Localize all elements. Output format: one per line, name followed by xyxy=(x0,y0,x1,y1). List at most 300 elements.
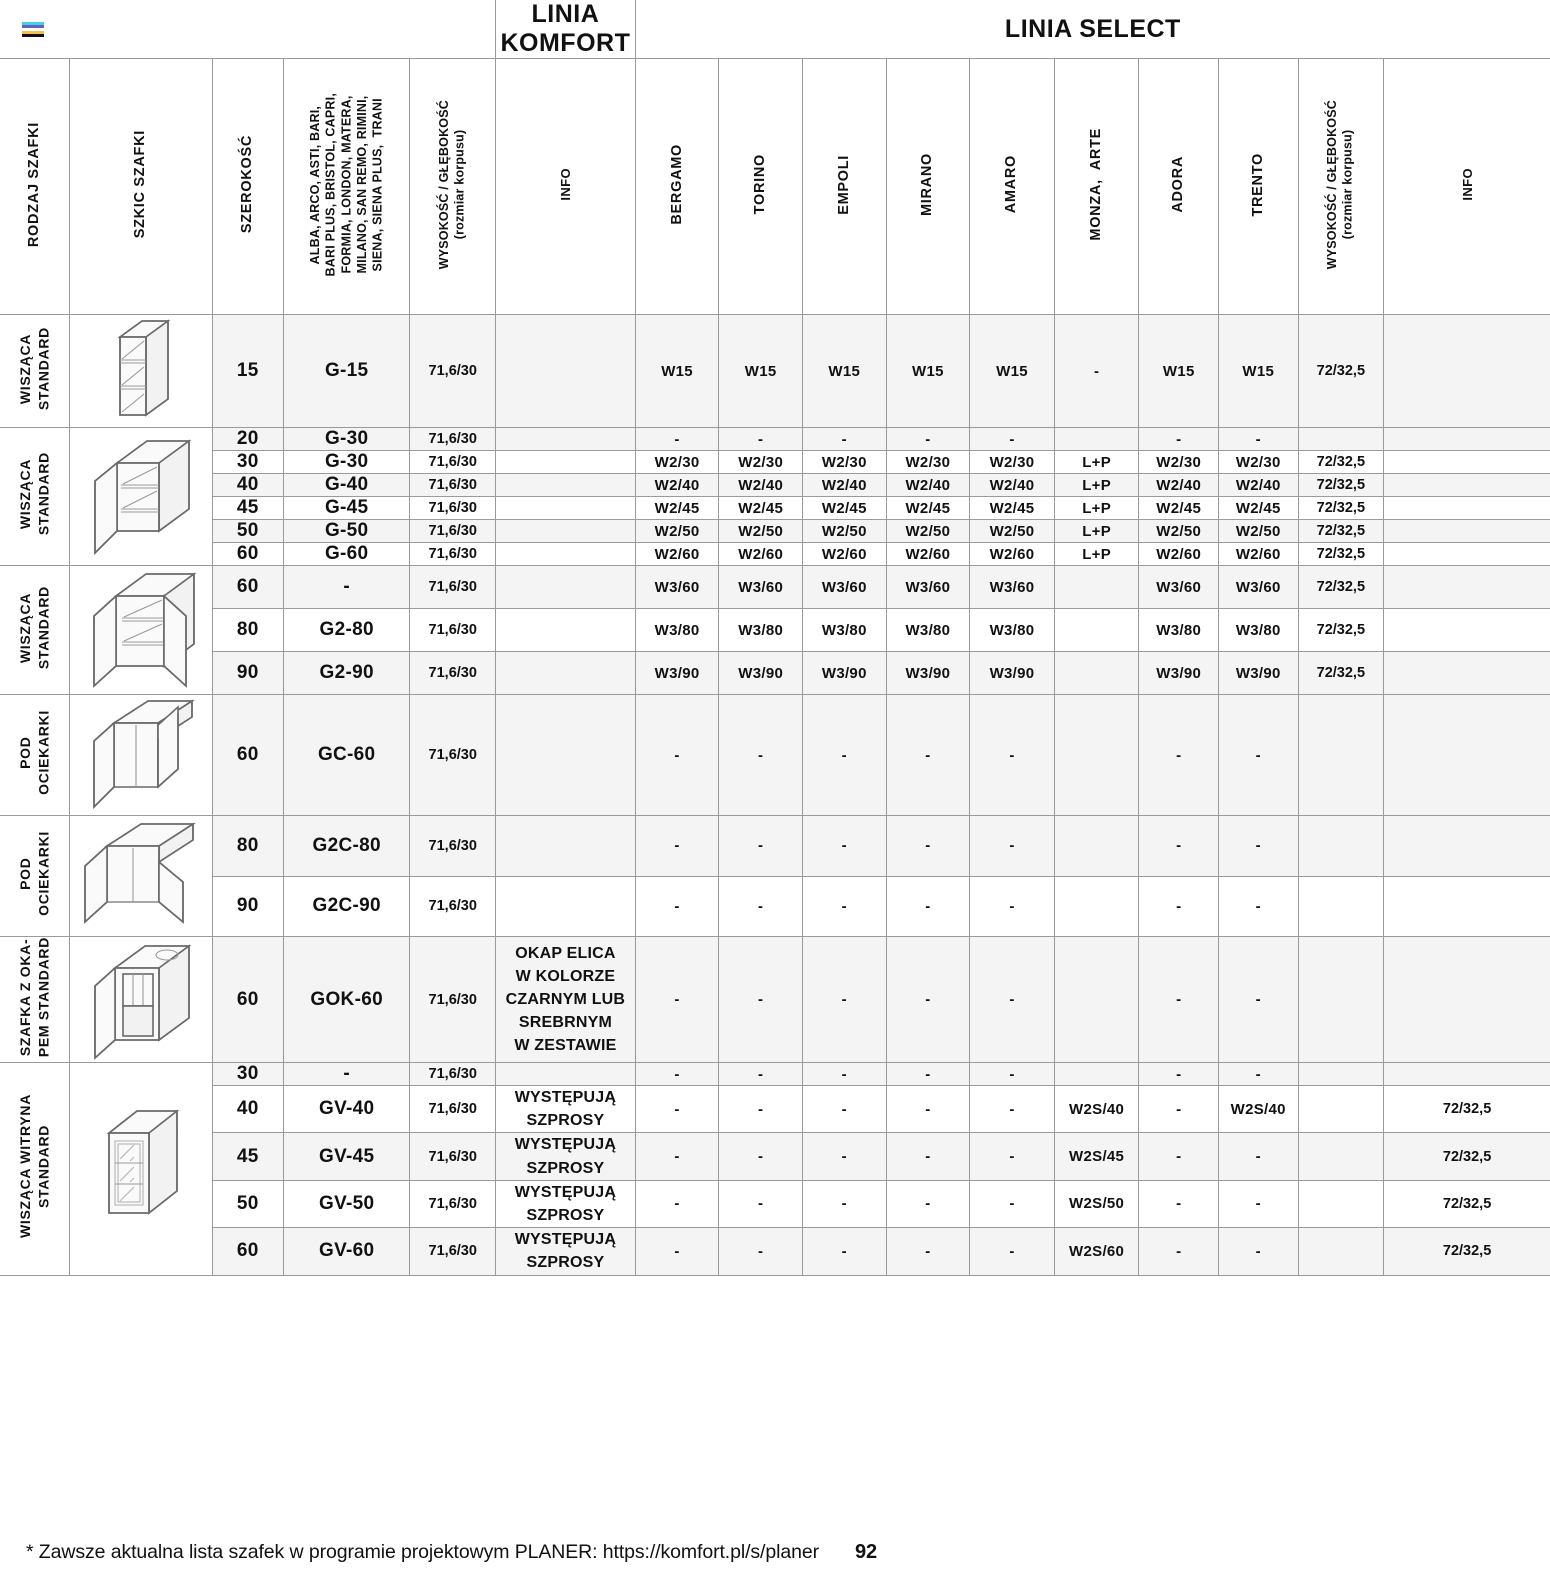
col-select-dimensions: WYSOKOŚĆ / GŁĘBOKOŚĆ (rozmiar korpusu) xyxy=(1298,59,1384,315)
cell-adora: W2/50 xyxy=(1139,520,1219,543)
cell-amaro: W3/90 xyxy=(970,652,1055,695)
cell-empoli: - xyxy=(802,428,886,451)
table-row xyxy=(0,315,1550,428)
cell-amaro: - xyxy=(970,1063,1055,1086)
cell-szerokosc: 15 xyxy=(212,315,283,428)
cell-komfort-code: G2-80 xyxy=(283,609,409,652)
cell-select-dimensions xyxy=(1298,816,1384,877)
cell-select-info xyxy=(1384,937,1550,1063)
cell-select-info xyxy=(1384,816,1550,877)
cell-select-info: 72/32,5 xyxy=(1384,1228,1550,1275)
cell-select-dimensions: 72/32,5 xyxy=(1298,315,1384,428)
cell-komfort-code: GV-45 xyxy=(283,1133,409,1180)
cell-komfort-dimensions: 71,6/30 xyxy=(410,609,496,652)
cell-bergamo: - xyxy=(635,428,719,451)
cell-szerokosc: 50 xyxy=(212,1180,283,1227)
cell-torino: W2/40 xyxy=(719,474,803,497)
cell-komfort-dimensions: 71,6/30 xyxy=(410,566,496,609)
col-bergamo: BERGAMO xyxy=(635,59,719,315)
cell-komfort-info xyxy=(496,428,636,451)
cell-amaro: - xyxy=(970,1228,1055,1275)
cell-torino: W3/90 xyxy=(719,652,803,695)
cell-komfort-info xyxy=(496,695,636,816)
cell-mirano: - xyxy=(886,937,970,1063)
cell-select-info xyxy=(1384,566,1550,609)
cell-komfort-dimensions: 71,6/30 xyxy=(410,876,496,937)
cell-select-dimensions xyxy=(1298,1180,1384,1227)
cell-komfort-code: GV-40 xyxy=(283,1086,409,1133)
cell-monza-arte xyxy=(1054,609,1139,652)
cell-trento: W2/40 xyxy=(1218,474,1298,497)
cell-bergamo: - xyxy=(635,816,719,877)
cell-amaro: W2/50 xyxy=(970,520,1055,543)
cell-komfort-dimensions: 71,6/30 xyxy=(410,543,496,566)
cell-szerokosc: 50 xyxy=(212,520,283,543)
cell-torino: W3/80 xyxy=(719,609,803,652)
cell-select-dimensions xyxy=(1298,1086,1384,1133)
cell-komfort-code: GV-60 xyxy=(283,1228,409,1275)
cell-szerokosc: 60 xyxy=(212,566,283,609)
table-row xyxy=(0,652,1550,695)
cell-select-dimensions xyxy=(1298,695,1384,816)
cell-komfort-dimensions: 71,6/30 xyxy=(410,497,496,520)
cabinet-sketch-hood-cabinet xyxy=(69,937,212,1063)
cabinet-type-label: WISZĄCA STANDARD xyxy=(16,585,52,670)
table-row xyxy=(0,1133,1550,1180)
table-row xyxy=(0,543,1550,566)
cell-adora: - xyxy=(1139,428,1219,451)
cell-adora: - xyxy=(1139,1086,1219,1133)
brand-logo-cell xyxy=(0,0,496,59)
cell-select-info xyxy=(1384,520,1550,543)
cell-amaro: W3/80 xyxy=(970,609,1055,652)
cell-select-dimensions xyxy=(1298,428,1384,451)
cell-select-dimensions: 72/32,5 xyxy=(1298,652,1384,695)
table-row xyxy=(0,520,1550,543)
cell-amaro: - xyxy=(970,1180,1055,1227)
cell-select-info: 72/32,5 xyxy=(1384,1180,1550,1227)
cell-empoli: W3/80 xyxy=(802,609,886,652)
cell-amaro: - xyxy=(970,695,1055,816)
cell-komfort-dimensions: 71,6/30 xyxy=(410,474,496,497)
col-komfort-models: ALBA, ARCO, ASTI, BARI, BARI PLUS, BRISTOL, CAPRI, FORMIA, LONDON, MATERA, MILANO, SAN REMO, RIMINI, SIENA, SIENA PLUS, TRANI xyxy=(283,59,409,315)
cell-mirano: - xyxy=(886,876,970,937)
cell-amaro: W3/60 xyxy=(970,566,1055,609)
cell-monza-arte xyxy=(1054,652,1139,695)
cell-komfort-dimensions: 71,6/30 xyxy=(410,1228,496,1275)
cell-komfort-info xyxy=(496,451,636,474)
cell-monza-arte: W2S/60 xyxy=(1054,1228,1139,1275)
cell-mirano: - xyxy=(886,816,970,877)
cell-adora: - xyxy=(1139,695,1219,816)
cell-szerokosc: 60 xyxy=(212,937,283,1063)
cabinet-type-cell xyxy=(0,937,69,1063)
cell-mirano: - xyxy=(886,695,970,816)
cell-torino: W2/45 xyxy=(719,497,803,520)
cell-empoli: W2/60 xyxy=(802,543,886,566)
table-row xyxy=(0,451,1550,474)
cell-trento: W2/60 xyxy=(1218,543,1298,566)
cell-amaro: - xyxy=(970,876,1055,937)
cell-select-info xyxy=(1384,497,1550,520)
cell-komfort-info xyxy=(496,652,636,695)
cell-select-info: 72/32,5 xyxy=(1384,1086,1550,1133)
cell-monza-arte: L+P xyxy=(1054,474,1139,497)
cell-szerokosc: 30 xyxy=(212,1063,283,1086)
cabinet-type-label: POD OCIEKARKI xyxy=(16,710,52,795)
cell-select-dimensions xyxy=(1298,876,1384,937)
table-row xyxy=(0,428,1550,451)
table-row xyxy=(0,497,1550,520)
col-rodzaj-szafki: RODZAJ SZAFKI xyxy=(0,59,69,315)
cell-select-dimensions: 72/32,5 xyxy=(1298,451,1384,474)
cell-empoli: W2/40 xyxy=(802,474,886,497)
table-row xyxy=(0,1228,1550,1275)
cell-komfort-info xyxy=(496,497,636,520)
cell-monza-arte xyxy=(1054,816,1139,877)
col-amaro: AMARO xyxy=(970,59,1055,315)
cell-komfort-dimensions: 71,6/30 xyxy=(410,816,496,877)
cell-bergamo: - xyxy=(635,876,719,937)
cell-adora: - xyxy=(1139,1063,1219,1086)
cell-empoli: - xyxy=(802,1133,886,1180)
cell-komfort-code: G-45 xyxy=(283,497,409,520)
cell-adora: W15 xyxy=(1139,315,1219,428)
table-row xyxy=(0,1086,1550,1133)
cell-komfort-info: WYSTĘPUJĄ SZPROSY xyxy=(496,1180,636,1227)
cell-komfort-dimensions: 71,6/30 xyxy=(410,428,496,451)
cell-adora: - xyxy=(1139,1228,1219,1275)
cell-bergamo: - xyxy=(635,1228,719,1275)
cell-select-dimensions xyxy=(1298,1063,1384,1086)
cell-mirano: W3/60 xyxy=(886,566,970,609)
cell-mirano: W2/60 xyxy=(886,543,970,566)
column-header-row xyxy=(0,59,1550,315)
cell-select-info xyxy=(1384,451,1550,474)
cell-szerokosc: 80 xyxy=(212,609,283,652)
cell-select-dimensions: 72/32,5 xyxy=(1298,543,1384,566)
cell-bergamo: - xyxy=(635,695,719,816)
cell-bergamo: W2/30 xyxy=(635,451,719,474)
cell-mirano: - xyxy=(886,1133,970,1180)
cell-komfort-code: G-50 xyxy=(283,520,409,543)
cell-empoli: - xyxy=(802,816,886,877)
table-body xyxy=(0,315,1550,1276)
cell-trento: W3/60 xyxy=(1218,566,1298,609)
cell-mirano: - xyxy=(886,1086,970,1133)
cell-empoli: W3/90 xyxy=(802,652,886,695)
cell-mirano: W2/30 xyxy=(886,451,970,474)
cell-empoli: - xyxy=(802,876,886,937)
col-mirano: MIRANO xyxy=(886,59,970,315)
cell-komfort-code: G2C-90 xyxy=(283,876,409,937)
cell-mirano: W3/80 xyxy=(886,609,970,652)
cell-komfort-info xyxy=(496,474,636,497)
cell-monza-arte: W2S/40 xyxy=(1054,1086,1139,1133)
cabinet-type-cell xyxy=(0,1063,69,1276)
cell-szerokosc: 45 xyxy=(212,1133,283,1180)
cell-trento: - xyxy=(1218,428,1298,451)
cell-monza-arte xyxy=(1054,695,1139,816)
cell-select-dimensions xyxy=(1298,1228,1384,1275)
cell-amaro: W15 xyxy=(970,315,1055,428)
cell-torino: - xyxy=(719,1063,803,1086)
cell-komfort-code: G-40 xyxy=(283,474,409,497)
table-row xyxy=(0,474,1550,497)
cell-trento: W3/80 xyxy=(1218,609,1298,652)
cell-komfort-code: G-60 xyxy=(283,543,409,566)
cell-empoli: W2/50 xyxy=(802,520,886,543)
cell-monza-arte: - xyxy=(1054,315,1139,428)
cell-torino: W2/30 xyxy=(719,451,803,474)
cell-empoli: W2/45 xyxy=(802,497,886,520)
cell-select-info xyxy=(1384,1063,1550,1086)
cabinet-sketch-wall-cabinet-2door xyxy=(69,566,212,695)
cell-amaro: - xyxy=(970,1133,1055,1180)
cell-komfort-dimensions: 71,6/30 xyxy=(410,1133,496,1180)
cell-mirano: W2/40 xyxy=(886,474,970,497)
table-row xyxy=(0,1063,1550,1086)
cell-szerokosc: 40 xyxy=(212,1086,283,1133)
cell-torino: W2/50 xyxy=(719,520,803,543)
cell-amaro: W2/60 xyxy=(970,543,1055,566)
cell-adora: - xyxy=(1139,937,1219,1063)
cell-mirano: W3/90 xyxy=(886,652,970,695)
cell-komfort-info: WYSTĘPUJĄ SZPROSY xyxy=(496,1086,636,1133)
cell-select-info xyxy=(1384,315,1550,428)
cell-bergamo: - xyxy=(635,1086,719,1133)
cell-komfort-info xyxy=(496,520,636,543)
cabinet-type-cell xyxy=(0,695,69,816)
cell-komfort-code: G2C-80 xyxy=(283,816,409,877)
cell-komfort-dimensions: 71,6/30 xyxy=(410,695,496,816)
table-row xyxy=(0,695,1550,816)
cell-mirano: W15 xyxy=(886,315,970,428)
cell-torino: W2/60 xyxy=(719,543,803,566)
cell-select-info xyxy=(1384,695,1550,816)
cabinet-type-cell xyxy=(0,315,69,428)
cell-komfort-info xyxy=(496,566,636,609)
cell-szerokosc: 60 xyxy=(212,543,283,566)
cell-trento: - xyxy=(1218,1063,1298,1086)
cell-monza-arte xyxy=(1054,937,1139,1063)
col-szerokosc: SZEROKOŚĆ xyxy=(212,59,283,315)
cell-adora: W2/40 xyxy=(1139,474,1219,497)
cell-bergamo: W2/50 xyxy=(635,520,719,543)
cell-empoli: W2/30 xyxy=(802,451,886,474)
cell-komfort-code: - xyxy=(283,566,409,609)
cell-trento: - xyxy=(1218,1133,1298,1180)
col-empoli: EMPOLI xyxy=(802,59,886,315)
group-header-komfort: LINIA KOMFORT xyxy=(496,0,636,59)
cell-adora: W3/60 xyxy=(1139,566,1219,609)
cell-torino: - xyxy=(719,876,803,937)
cell-amaro: - xyxy=(970,428,1055,451)
cell-bergamo: W2/45 xyxy=(635,497,719,520)
cell-komfort-info: WYSTĘPUJĄ SZPROSY xyxy=(496,1228,636,1275)
cell-adora: W2/60 xyxy=(1139,543,1219,566)
cell-torino: - xyxy=(719,695,803,816)
cell-trento: W2/30 xyxy=(1218,451,1298,474)
cell-mirano: - xyxy=(886,1180,970,1227)
cell-amaro: - xyxy=(970,816,1055,877)
col-torino: TORINO xyxy=(719,59,803,315)
cell-komfort-dimensions: 71,6/30 xyxy=(410,937,496,1063)
cell-torino: - xyxy=(719,1180,803,1227)
cell-empoli: - xyxy=(802,695,886,816)
cell-select-info xyxy=(1384,543,1550,566)
cabinet-type-label: POD OCIEKARKI xyxy=(16,831,52,916)
col-komfort-dimensions: WYSOKOŚĆ / GŁĘBOKOŚĆ (rozmiar korpusu) xyxy=(410,59,496,315)
cell-monza-arte: W2S/50 xyxy=(1054,1180,1139,1227)
cell-bergamo: - xyxy=(635,937,719,1063)
cell-amaro: W2/30 xyxy=(970,451,1055,474)
cell-komfort-dimensions: 71,6/30 xyxy=(410,1063,496,1086)
cell-trento: - xyxy=(1218,937,1298,1063)
cell-amaro: W2/45 xyxy=(970,497,1055,520)
cell-komfort-dimensions: 71,6/30 xyxy=(410,451,496,474)
cell-szerokosc: 90 xyxy=(212,876,283,937)
cell-adora: - xyxy=(1139,816,1219,877)
cell-szerokosc: 45 xyxy=(212,497,283,520)
cell-trento: - xyxy=(1218,816,1298,877)
cell-bergamo: W15 xyxy=(635,315,719,428)
cell-trento: - xyxy=(1218,1228,1298,1275)
cell-select-dimensions: 72/32,5 xyxy=(1298,474,1384,497)
cell-komfort-code: GC-60 xyxy=(283,695,409,816)
cell-select-info xyxy=(1384,652,1550,695)
cabinet-type-cell xyxy=(0,816,69,937)
cabinet-type-cell xyxy=(0,566,69,695)
cell-select-info: 72/32,5 xyxy=(1384,1133,1550,1180)
cell-adora: - xyxy=(1139,1133,1219,1180)
cell-empoli: - xyxy=(802,1063,886,1086)
cell-szerokosc: 90 xyxy=(212,652,283,695)
cell-monza-arte: W2S/45 xyxy=(1054,1133,1139,1180)
cell-empoli: - xyxy=(802,1180,886,1227)
cell-mirano: - xyxy=(886,428,970,451)
cabinet-type-label: WISZĄCA STANDARD xyxy=(16,452,52,536)
footer xyxy=(0,1535,1550,1569)
cell-mirano: W2/50 xyxy=(886,520,970,543)
cell-mirano: W2/45 xyxy=(886,497,970,520)
cell-komfort-code: - xyxy=(283,1063,409,1086)
cell-komfort-info: WYSTĘPUJĄ SZPROSY xyxy=(496,1133,636,1180)
cell-monza-arte: L+P xyxy=(1054,520,1139,543)
table-row xyxy=(0,876,1550,937)
cell-empoli: W3/60 xyxy=(802,566,886,609)
cell-szerokosc: 60 xyxy=(212,1228,283,1275)
cell-monza-arte: L+P xyxy=(1054,543,1139,566)
cell-komfort-dimensions: 71,6/30 xyxy=(410,652,496,695)
cell-komfort-info xyxy=(496,876,636,937)
cell-trento: - xyxy=(1218,695,1298,816)
cell-komfort-dimensions: 71,6/30 xyxy=(410,520,496,543)
cell-empoli: - xyxy=(802,1228,886,1275)
cell-torino: - xyxy=(719,1133,803,1180)
komfort-stripes-logo-icon xyxy=(22,22,44,37)
cell-select-info xyxy=(1384,876,1550,937)
cell-trento: - xyxy=(1218,1180,1298,1227)
cell-monza-arte xyxy=(1054,566,1139,609)
cell-mirano: - xyxy=(886,1228,970,1275)
cabinet-sketch-drainer-cabinet-1 xyxy=(69,695,212,816)
col-komfort-info: INFO xyxy=(496,59,636,315)
cell-torino: - xyxy=(719,1086,803,1133)
col-szkic-szafki: SZKIC SZAFKI xyxy=(69,59,212,315)
cell-szerokosc: 80 xyxy=(212,816,283,877)
cell-empoli: - xyxy=(802,937,886,1063)
cell-komfort-info: OKAP ELICA W KOLORZE CZARNYM LUB SREBRNYM W ZESTAWIE xyxy=(496,937,636,1063)
group-header-row xyxy=(0,0,1550,59)
cell-komfort-code: G-30 xyxy=(283,451,409,474)
cell-komfort-code: G-15 xyxy=(283,315,409,428)
cell-komfort-code: GV-50 xyxy=(283,1180,409,1227)
cell-select-info xyxy=(1384,474,1550,497)
cell-trento: W2S/40 xyxy=(1218,1086,1298,1133)
cell-select-dimensions: 72/32,5 xyxy=(1298,520,1384,543)
cell-szerokosc: 60 xyxy=(212,695,283,816)
cell-select-dimensions: 72/32,5 xyxy=(1298,566,1384,609)
cell-bergamo: W2/60 xyxy=(635,543,719,566)
cell-bergamo: W3/80 xyxy=(635,609,719,652)
cell-trento: W3/90 xyxy=(1218,652,1298,695)
cell-empoli: W15 xyxy=(802,315,886,428)
cell-szerokosc: 30 xyxy=(212,451,283,474)
cell-komfort-info xyxy=(496,816,636,877)
cell-empoli: - xyxy=(802,1086,886,1133)
table-row xyxy=(0,566,1550,609)
cell-komfort-info xyxy=(496,609,636,652)
footer-note: * Zawsze aktualna lista szafek w programie projektowym PLANER: https://komfort.pl/s/planer xyxy=(26,1540,819,1563)
col-adora: ADORA xyxy=(1139,59,1219,315)
cell-torino: - xyxy=(719,428,803,451)
cell-mirano: - xyxy=(886,1063,970,1086)
cell-bergamo: W3/90 xyxy=(635,652,719,695)
cell-trento: W2/50 xyxy=(1218,520,1298,543)
cell-torino: - xyxy=(719,1228,803,1275)
cell-szerokosc: 40 xyxy=(212,474,283,497)
table-row xyxy=(0,1180,1550,1227)
cabinet-type-label: SZAFKA Z OKA- PEM STANDARD xyxy=(16,937,52,1058)
cell-select-info xyxy=(1384,609,1550,652)
cell-komfort-dimensions: 71,6/30 xyxy=(410,315,496,428)
cell-monza-arte: L+P xyxy=(1054,451,1139,474)
cell-adora: W2/45 xyxy=(1139,497,1219,520)
cell-komfort-code: G-30 xyxy=(283,428,409,451)
cell-bergamo: W2/40 xyxy=(635,474,719,497)
cell-bergamo: - xyxy=(635,1133,719,1180)
cell-komfort-info xyxy=(496,543,636,566)
table-row xyxy=(0,609,1550,652)
cell-trento: - xyxy=(1218,876,1298,937)
cell-monza-arte: L+P xyxy=(1054,497,1139,520)
cell-trento: W2/45 xyxy=(1218,497,1298,520)
table-row xyxy=(0,937,1550,1063)
cell-select-dimensions: 72/32,5 xyxy=(1298,497,1384,520)
cell-komfort-info xyxy=(496,1063,636,1086)
cell-amaro: - xyxy=(970,1086,1055,1133)
cabinet-type-label: WISZĄCA STANDARD xyxy=(16,326,52,411)
cell-adora: - xyxy=(1139,1180,1219,1227)
cell-monza-arte xyxy=(1054,876,1139,937)
table-row xyxy=(0,816,1550,877)
cell-bergamo: - xyxy=(635,1063,719,1086)
cell-trento: W15 xyxy=(1218,315,1298,428)
page-number: 92 xyxy=(855,1540,878,1563)
cell-monza-arte xyxy=(1054,1063,1139,1086)
cell-torino: - xyxy=(719,937,803,1063)
